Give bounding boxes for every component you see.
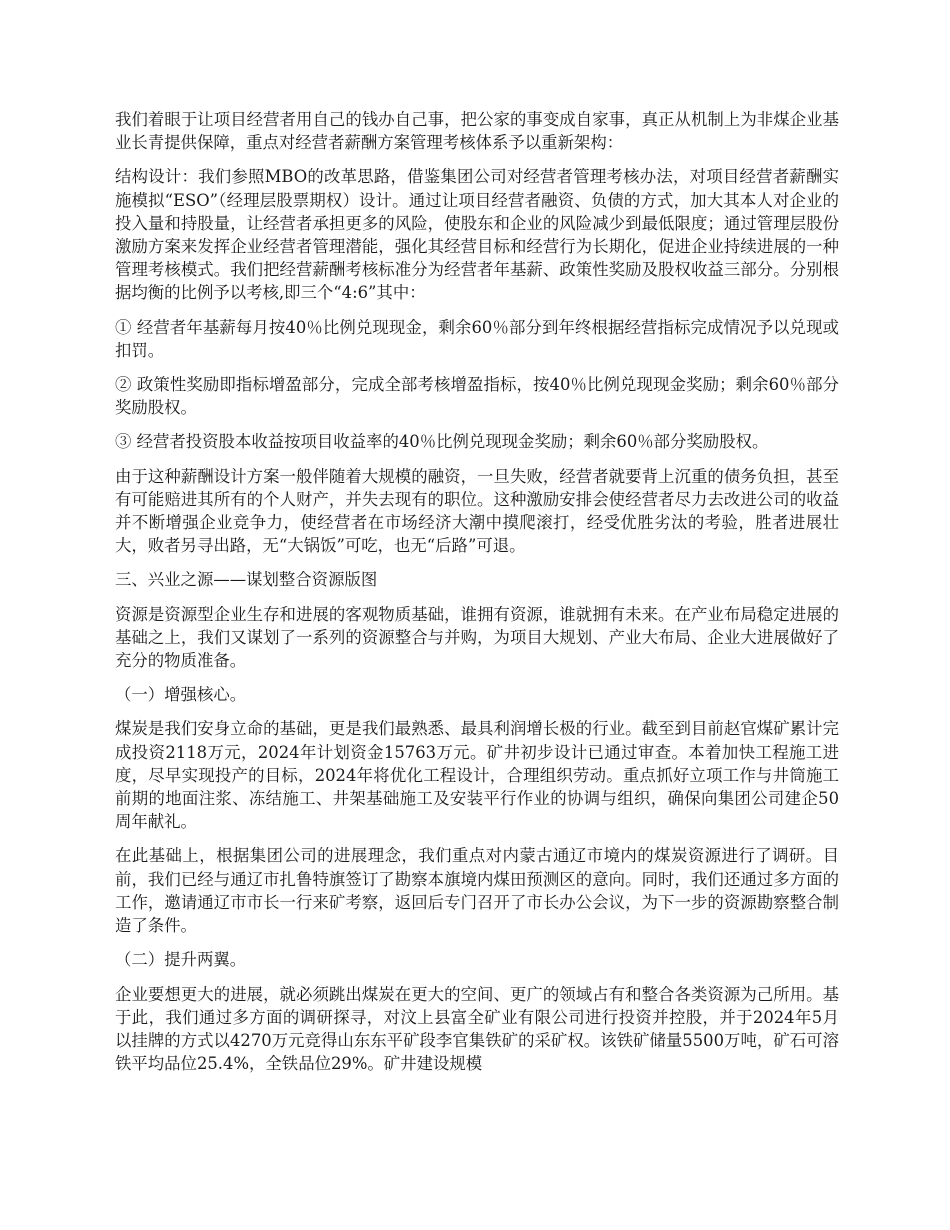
paragraph-structure-design: 结构设计：我们参照MBO的改革思路，借鉴集团公司对经营者管理考核办法，对项目经营者薪酬实施模拟“ESO”（经理层股票期权）设计。通过让项目经营者融资、负债的方式，加大其本人对企业的投入量和持股量，让经营者承担更多的风险，使股东和企业的风险减少到最低限度；通过管理层股份激励方案来发挥企业经营者管理潜能，强化其经营目标和经营行为长期化，促进企业持续进展的一种管理考核模式。我们把经营薪酬考核标准分为经营者年基薪、政策性奖励及股权收益三部分。分别根据均衡的比例予以考核,即三个“4:6”其中： [115, 167, 839, 303]
document-body [115, 108, 839, 1086]
list-item-equity-income: ③ 经营者投资股本收益按项目收益率的40％比例兑现现金奖励；剩余60％部分奖励股权。 [115, 432, 769, 452]
paragraph-resources: 资源是资源型企业生存和进展的客观物质基础，谁拥有资源，谁就拥有未来。在产业布局稳定进展的基础之上，我们又谋划了一系列的资源整合与并购，为项目大规划、产业大布局、企业大进展做好了充分的物质准备。 [115, 604, 839, 671]
paragraph-risk: 由于这种薪酬设计方案一般伴随着大规模的融资，一旦失败，经营者就要背上沉重的债务负担，甚至有可能赔进其所有的个人财产，并失去现有的职位。这种激励安排会使经营者尽力去改进公司的收益并不断增强企业竞争力，使经营者在市场经济大潮中摸爬滚打，经受优胜劣汰的考验，胜者进展壮大，败者另寻出路，无“大锅饭”可吃，也无“后路”可退。 [115, 466, 839, 556]
paragraph-expansion: 企业要想更大的进展，就必须跳出煤炭在更大的空间、更广的领域占有和整合各类资源为己所用。基于此，我们通过多方面的调研探寻，对汶上县富全矿业有限公司进行投资并控股，并于2024年5月以挂牌的方式以4270万元竞得山东东平矿段李官集铁矿的采矿权。该铁矿储量5500万吨，矿石可溶铁平均品位25.4%，全铁品位29%。矿井建设规模 [115, 984, 839, 1074]
list-item-annual-salary: ① 经营者年基薪每月按40％比例兑现现金，剩余60％部分到年终根据经营指标完成情况予以兑现或扣罚。 [115, 317, 839, 360]
subsection-heading-1: （一）增强核心。 [115, 685, 247, 705]
section-heading-3: 三、兴业之源——谋划整合资源版图 [115, 570, 378, 590]
paragraph-coal: 煤炭是我们安身立命的基础，更是我们最熟悉、最具利润增长极的行业。截至到目前赵官煤矿累计完成投资2118万元，2024年计划资金15763万元。矿井初步设计已通过审查。本着加快工程施工进度，尽早实现投产的目标，2024年将优化工程设计，合理组织劳动。重点抓好立项工作与井筒施工前期的地面注浆、冻结施工、井架基础施工及安装平行作业的协调与组织，确保向集团公司建企50周年献礼。 [115, 719, 839, 832]
list-item-policy-reward: ② 政策性奖励即指标增盈部分，完成全部考核增盈指标，按40％比例兑现现金奖励；剩余60％部分奖励股权。 [115, 375, 839, 418]
paragraph-intro: 我们着眼于让项目经营者用自己的钱办自己事，把公家的事变成自家事，真正从机制上为非煤企业基业长青提供保障，重点对经营者薪酬方案管理考核体系予以重新架构： [115, 110, 839, 153]
subsection-heading-2: （二）提升两翼。 [115, 950, 247, 970]
paragraph-tongliao: 在此基础上，根据集团公司的进展理念，我们重点对内蒙古通辽市境内的煤炭资源进行了调研。目前，我们已经与通辽市扎鲁特旗签订了勘察本旗境内煤田预测区的意向。同时，我们还通过多方面的工作，邀请通辽市市长一行来矿考察，返回后专门召开了市长办公会议，为下一步的资源勘察整合制造了条件。 [115, 846, 839, 936]
